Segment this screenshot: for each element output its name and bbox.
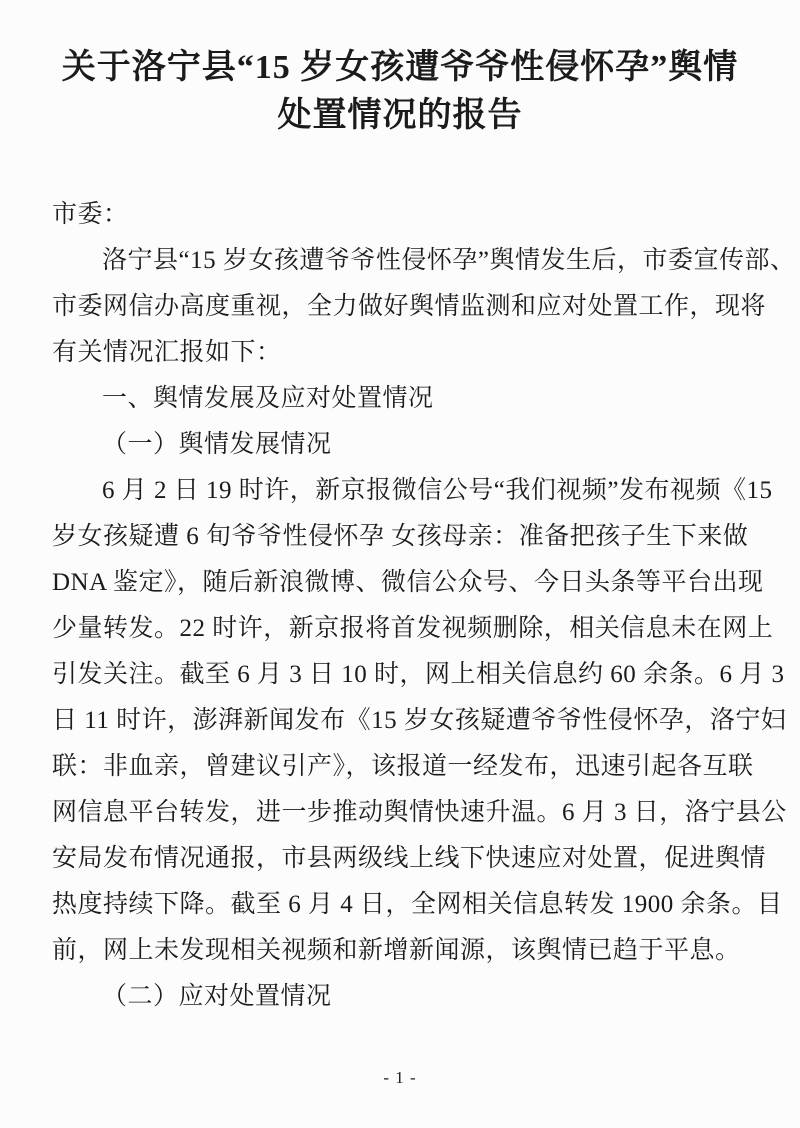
- text-line: 联：非血亲，曾建议引产》，该报道一经发布，迅速引起各互联: [52, 753, 754, 780]
- title-line: 关于洛宁县“15 岁女孩遭爷爷性侵怀孕”舆情: [61, 49, 739, 86]
- text-line: 网信息平台转发，进一步推动舆情快速升温。6 月 3 日，洛宁县公: [52, 799, 787, 826]
- text-line: 岁女孩疑遭 6 旬爷爷性侵怀孕 女孩母亲：准备把孩子生下来做: [52, 523, 749, 550]
- document-title: [0, 44, 800, 140]
- document-body-text: [52, 192, 796, 1020]
- title-line: 处置情况的报告: [277, 97, 523, 134]
- text-line: DNA 鉴定》，随后新浪微博、微信公众号、今日头条等平台出现: [52, 569, 764, 596]
- text-line: 一、舆情发展及应对处置情况: [102, 385, 434, 412]
- text-line: 有关情况汇报如下：: [52, 339, 282, 366]
- text-line: 安局发布情况通报，市县两级线上线下快速应对处置，促进舆情: [52, 845, 767, 872]
- text-line: 洛宁县“15 岁女孩遭爷爷性侵怀孕”舆情发生后，市委宣传部、: [102, 247, 796, 274]
- text-line: 少量转发。22 时许，新京报将首发视频删除，相关信息未在网上: [52, 615, 774, 642]
- text-line: 前，网上未发现相关视频和新增新闻源，该舆情已趋于平息。: [52, 937, 741, 964]
- text-line: （二）应对处置情况: [102, 983, 332, 1010]
- text-line: 市委网信办高度重视，全力做好舆情监测和应对处置工作，现将: [52, 293, 767, 320]
- text-line: 引发关注。截至 6 月 3 日 10 时，网上相关信息约 60 余条。6 月 3: [52, 661, 785, 688]
- text-line: 热度持续下降。截至 6 月 4 日，全网相关信息转发 1900 余条。目: [52, 891, 783, 918]
- text-line: （一）舆情发展情况: [102, 431, 332, 458]
- text-line: 6 月 2 日 19 时许，新京报微信公号“我们视频”发布视频《15: [102, 477, 773, 504]
- text-line: 市委：: [52, 201, 129, 228]
- page-number: - 1 -: [383, 1068, 417, 1087]
- text-line: 日 11 时许，澎湃新闻发布《15 岁女孩疑遭爷爷性侵怀孕，洛宁妇: [52, 707, 787, 734]
